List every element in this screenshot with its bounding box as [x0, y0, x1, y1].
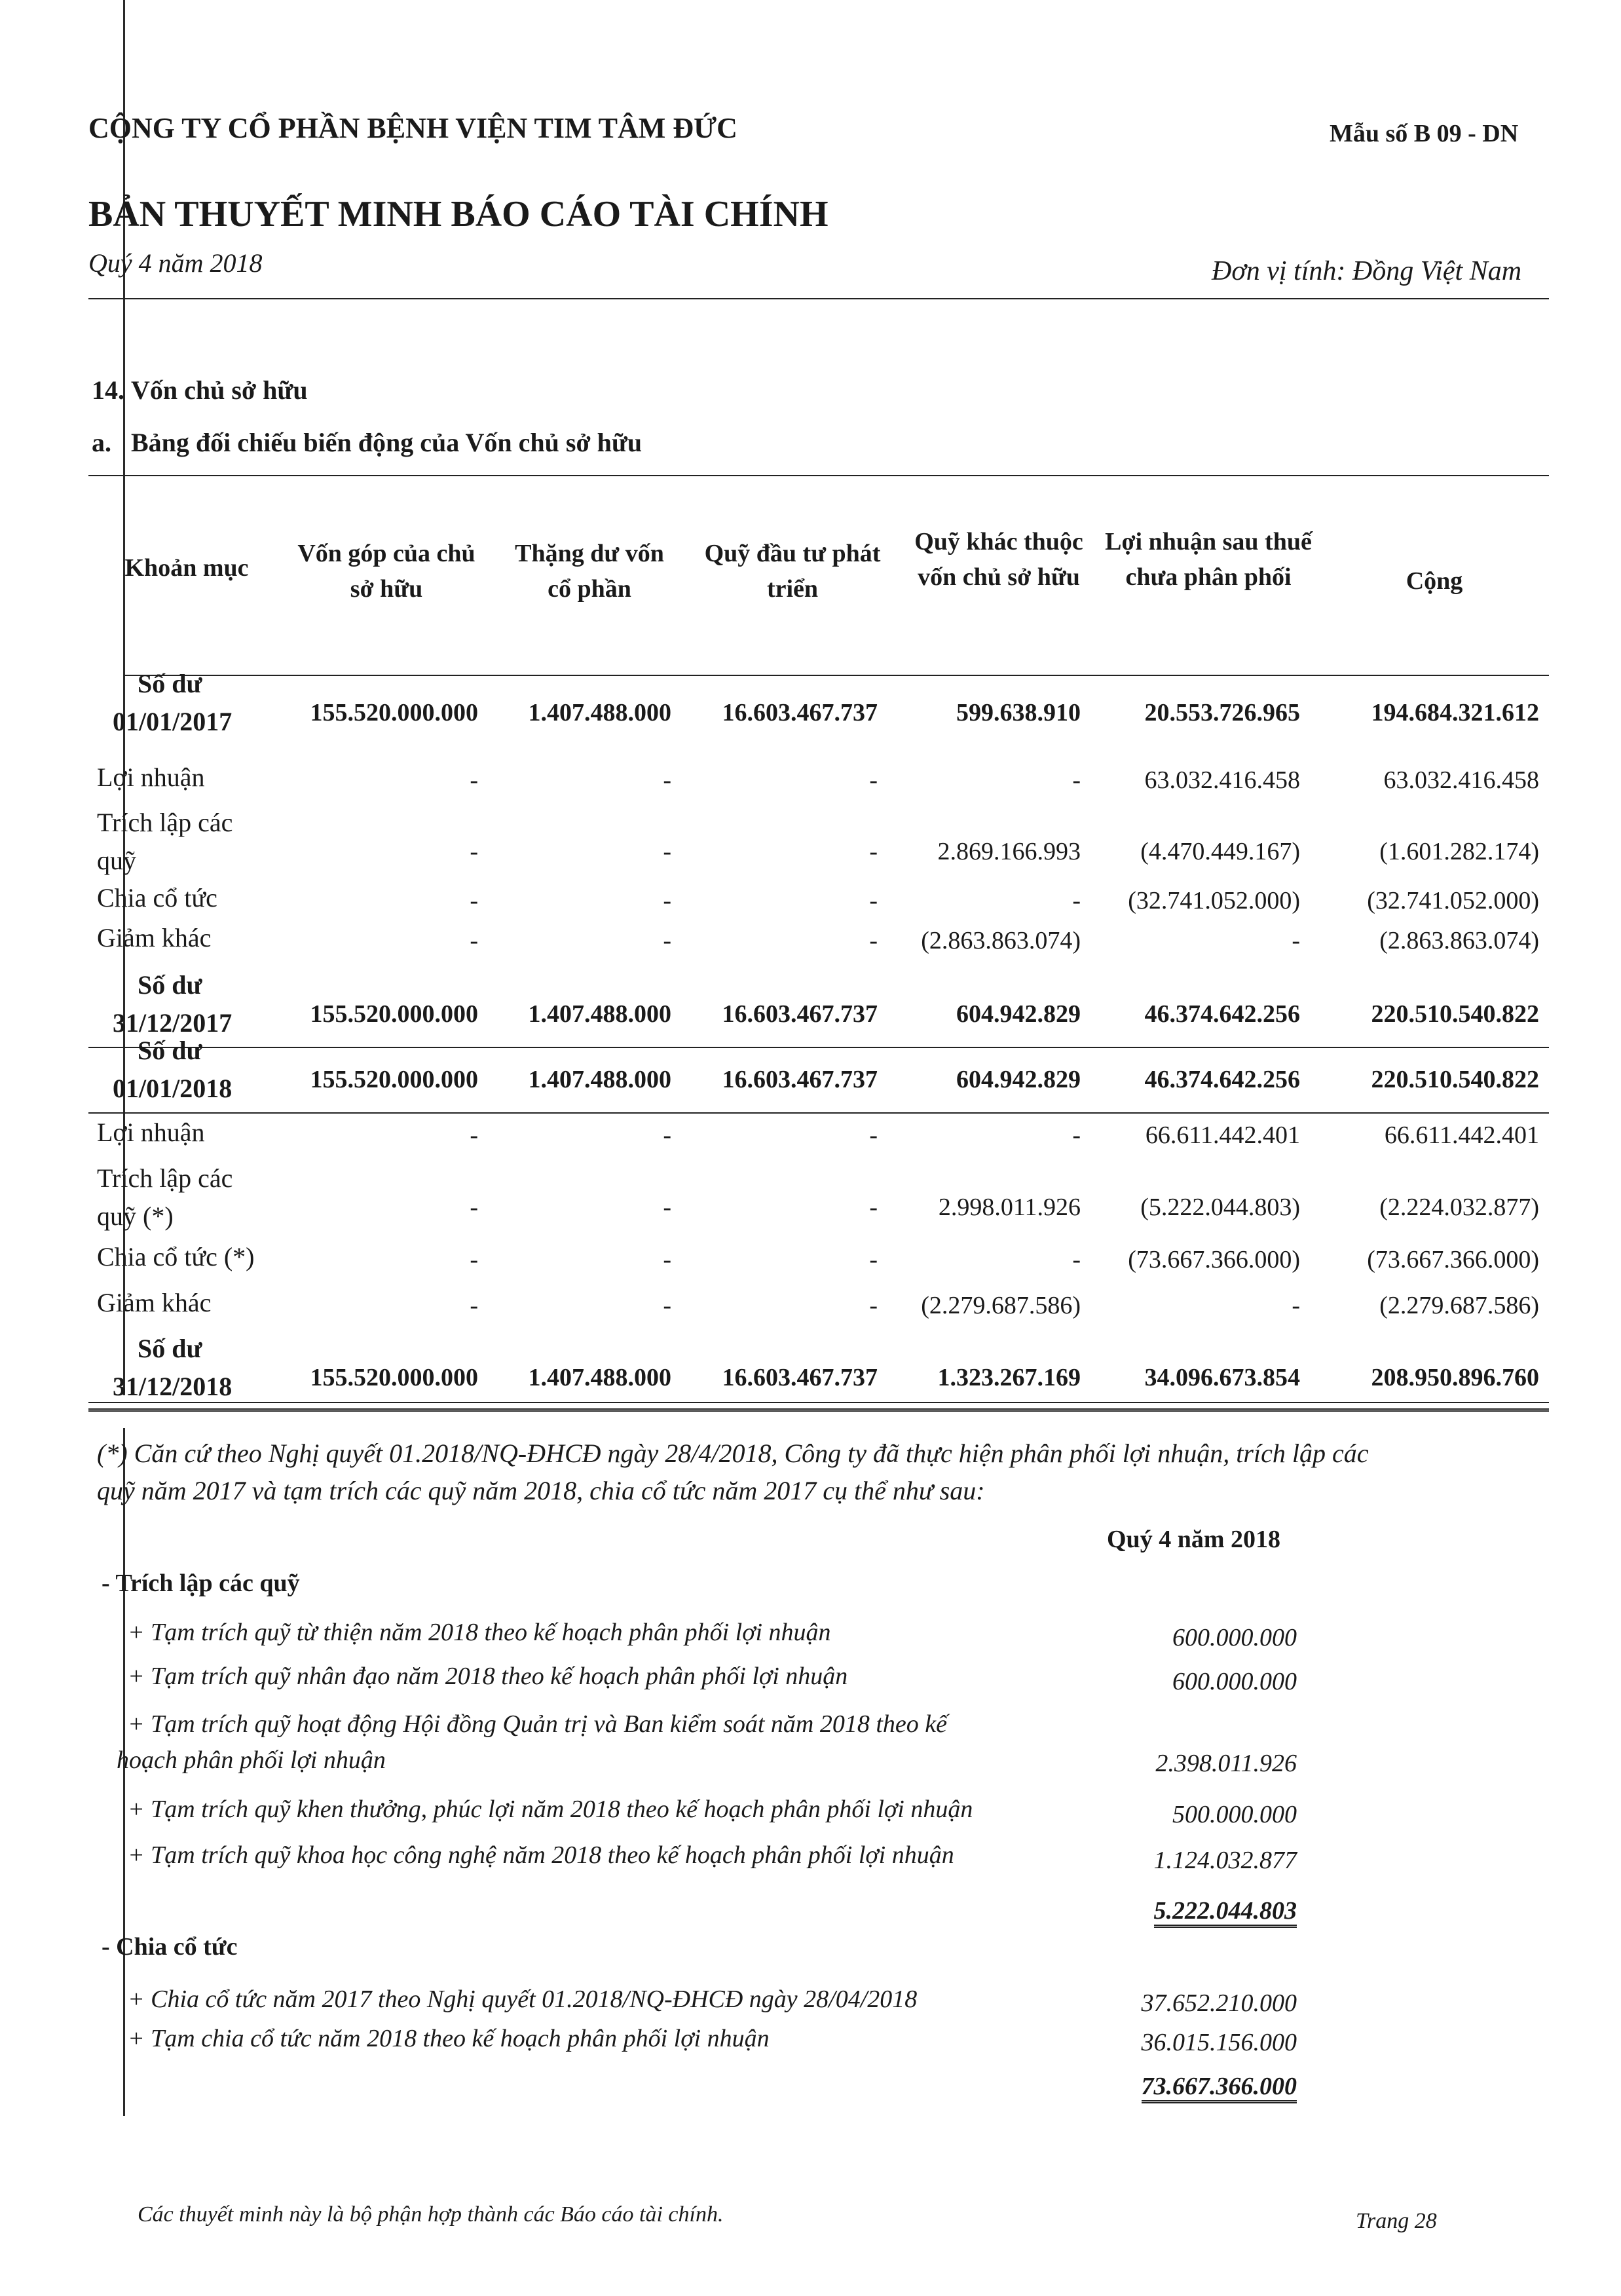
row-label: Chia cổ tức [97, 883, 217, 913]
col-header-other-funds: Quỹ khác thuộc vốn chủ sở hữu [914, 528, 1083, 591]
table-cell: - [470, 1121, 478, 1149]
row-label: Lợi nhuận [97, 762, 205, 792]
table-cell: - [869, 1292, 878, 1319]
table-cell: 2.869.166.993 [937, 838, 1081, 865]
fund-item-text: + Tạm trích quỹ khen thưởng, phúc lợi năm 2018 theo kế hoạch phân phối lợi nhuận [128, 1796, 973, 1823]
table-cell: 155.520.000.000 [310, 1364, 478, 1391]
table-cell: (2.279.687.586) [921, 1292, 1081, 1319]
col-header-retained-earnings: Lợi nhuận sau thuế chưa phân phối [1105, 528, 1312, 591]
note-column-header: Quý 4 năm 2018 [1107, 1526, 1280, 1553]
group2-total: 73.667.366.000 [1087, 2072, 1297, 2101]
table-bottom-rule [88, 1402, 1549, 1403]
table-cell: 599.638.910 [956, 699, 1081, 726]
fund-item-text: + Tạm trích quỹ nhân đạo năm 2018 theo kế hoạch phân phối lợi nhuận [128, 1663, 848, 1690]
table-cell: - [869, 766, 878, 794]
row-label-line-2: 01/01/2018 [113, 1074, 233, 1103]
table-cell: (4.470.449.167) [1140, 838, 1300, 865]
table-cell: - [1292, 927, 1300, 954]
table-cell: 66.611.442.401 [1384, 1121, 1539, 1149]
group2-title: - Chia cổ tức [102, 1933, 238, 1961]
note-line-1: (*) Căn cứ theo Nghị quyết 01.2018/NQ-ĐHCĐ ngày 28/4/2018, Công ty đã thực hiện phân phối lợi nhuận, trích lập các [97, 1439, 1369, 1468]
table-cell: 604.942.829 [956, 1066, 1081, 1093]
section-number: 14. [92, 375, 124, 405]
table-cell: 2.998.011.926 [938, 1194, 1081, 1221]
table-cell: - [663, 1246, 671, 1273]
row-label: Trích lập các [97, 808, 233, 837]
table-cell: - [869, 887, 878, 914]
table-cell: - [663, 1121, 671, 1149]
table-cell: - [869, 838, 878, 865]
header-rule [88, 298, 1549, 299]
subsection-title: Bảng đối chiếu biến động của Vốn chủ sở hữu [131, 428, 643, 457]
col-header-share-premium: Thặng dư vốn cổ phần [515, 540, 664, 603]
table-cell: - [1072, 1121, 1081, 1149]
fund-item-text: + Tạm trích quỹ hoạt động Hội đồng Quản trị và Ban kiểm soát năm 2018 theo kế [128, 1710, 948, 1738]
table-cell: - [470, 1292, 478, 1319]
balance-rule [88, 1410, 1549, 1412]
row-label: Chia cổ tức (*) [97, 1242, 255, 1271]
table-cell: (73.667.366.000) [1128, 1246, 1300, 1273]
dividend-item-text: + Tạm chia cổ tức năm 2018 theo kế hoạch phân phối lợi nhuận [128, 2025, 770, 2052]
table-cell: (2.279.687.586) [1379, 1292, 1539, 1319]
table-cell: - [1072, 1246, 1081, 1273]
col-header-item: Khoản mục [124, 554, 249, 582]
table-cell: 66.611.442.401 [1145, 1121, 1300, 1149]
company-name: CỘNG TY CỔ PHẦN BỆNH VIỆN TIM TÂM ĐỨC [88, 112, 737, 144]
table-cell: 208.950.896.760 [1371, 1364, 1539, 1391]
row-label: Lợi nhuận [97, 1118, 205, 1147]
table-cell: - [869, 1194, 878, 1221]
table-cell: 63.032.416.458 [1383, 766, 1539, 794]
table-top-rule [88, 475, 1549, 476]
page-number: Trang 28 [1356, 2209, 1437, 2233]
dividend-item-text: + Chia cổ tức năm 2017 theo Nghị quyết 01.2018/NQ-ĐHCĐ ngày 28/04/2018 [128, 1985, 918, 2013]
balance-rule [88, 1047, 1549, 1048]
row-label-line-2: 31/12/2017 [113, 1008, 233, 1038]
table-cell: - [1072, 766, 1081, 794]
row-label-line-2: 01/01/2017 [113, 707, 233, 736]
balance-rule [88, 1112, 1549, 1114]
fund-item-text: + Tạm trích quỹ từ thiện năm 2018 theo kế hoạch phân phối lợi nhuận [128, 1619, 831, 1646]
table-cell: - [663, 1292, 671, 1319]
table-cell: - [663, 1194, 671, 1221]
table-cell: - [470, 1194, 478, 1221]
table-cell: 16.603.467.737 [722, 699, 878, 726]
table-cell: (32.741.052.000) [1128, 887, 1300, 914]
table-cell: - [1072, 887, 1081, 914]
table-cell: 16.603.467.737 [722, 1000, 878, 1028]
table-cell: 1.407.488.000 [528, 699, 671, 726]
table-cell: - [470, 1246, 478, 1273]
fund-item-value: 2.398.011.926 [1155, 1750, 1297, 1777]
table-cell: (73.667.366.000) [1367, 1246, 1539, 1273]
table-cell: 220.510.540.822 [1371, 1000, 1539, 1028]
table-cell: 1.407.488.000 [528, 1364, 671, 1391]
table-cell: 20.553.726.965 [1144, 699, 1300, 726]
row-label-line-2: quỹ [97, 846, 136, 875]
fund-item-text: + Tạm trích quỹ khoa học công nghệ năm 2018 theo kế hoạch phân phối lợi nhuận [128, 1841, 954, 1869]
table-cell: (32.741.052.000) [1367, 887, 1539, 914]
row-label-line-2: 31/12/2018 [113, 1372, 233, 1401]
table-header-rule [124, 675, 1549, 676]
fund-item-text-line-2: hoạch phân phối lợi nhuận [117, 1746, 386, 1774]
table-cell: (2.863.863.074) [1379, 927, 1539, 954]
table-cell: - [869, 1121, 878, 1149]
table-cell: 46.374.642.256 [1144, 1000, 1300, 1028]
table-cell: (2.224.032.877) [1379, 1194, 1539, 1221]
fund-item-value: 600.000.000 [1172, 1668, 1297, 1695]
row-label: Số dư [138, 1334, 202, 1363]
dividend-item-value: 36.015.156.000 [1141, 2029, 1297, 2056]
table-cell: - [1292, 1292, 1300, 1319]
form-code: Mẫu số B 09 - DN [1330, 120, 1519, 147]
row-label-line-2: quỹ (*) [97, 1201, 174, 1231]
row-label: Số dư [138, 669, 202, 698]
footer-note: Các thuyết minh này là bộ phận hợp thành các Báo cáo tài chính. [138, 2202, 724, 2227]
row-label: Trích lập các [97, 1163, 233, 1193]
table-cell: 1.323.267.169 [937, 1364, 1081, 1391]
table-cell: - [663, 838, 671, 865]
row-label: Giảm khác [97, 923, 212, 952]
table-cell: 155.520.000.000 [310, 699, 478, 726]
dividend-item-value: 37.652.210.000 [1141, 1989, 1297, 2017]
fund-item-value: 600.000.000 [1172, 1624, 1297, 1651]
fund-item-value: 500.000.000 [1172, 1801, 1297, 1828]
group1-title: - Trích lập các quỹ [102, 1570, 300, 1597]
table-cell: 46.374.642.256 [1144, 1066, 1300, 1093]
table-cell: 16.603.467.737 [722, 1066, 878, 1093]
subsection-label: a. [92, 428, 111, 457]
currency-unit: Đơn vị tính: Đồng Việt Nam [1212, 256, 1522, 286]
table-bottom-rule-2 [88, 1408, 1549, 1410]
table-cell: 155.520.000.000 [310, 1066, 478, 1093]
table-cell: - [470, 887, 478, 914]
table-cell: - [663, 927, 671, 954]
table-cell: 34.096.673.854 [1144, 1364, 1300, 1391]
col-header-capital: Vốn góp của chủ sở hữu [297, 540, 475, 603]
table-cell: 16.603.467.737 [722, 1364, 878, 1391]
col-header-total: Cộng [1406, 567, 1463, 595]
table-cell: (2.863.863.074) [921, 927, 1081, 954]
table-cell: - [869, 927, 878, 954]
table-cell: 1.407.488.000 [528, 1066, 671, 1093]
row-label: Số dư [138, 970, 202, 1000]
table-cell: - [470, 927, 478, 954]
table-cell: - [663, 766, 671, 794]
table-cell: (5.222.044.803) [1140, 1194, 1300, 1221]
table-cell: 63.032.416.458 [1144, 766, 1300, 794]
table-cell: (1.601.282.174) [1379, 838, 1539, 865]
table-cell: - [869, 1246, 878, 1273]
report-title: BẢN THUYẾT MINH BÁO CÁO TÀI CHÍNH [88, 194, 829, 235]
group1-total: 5.222.044.803 [1087, 1896, 1297, 1925]
section-title: Vốn chủ sở hữu [131, 375, 308, 405]
table-cell: 155.520.000.000 [310, 1000, 478, 1028]
note-line-2: quỹ năm 2017 và tạm trích các quỹ năm 2018, chia cổ tức năm 2017 cụ thể như sau: [97, 1476, 985, 1505]
table-cell: 220.510.540.822 [1371, 1066, 1539, 1093]
col-header-investment-fund: Quỹ đầu tư phát triển [704, 540, 881, 603]
table-cell: 194.684.321.612 [1371, 699, 1539, 726]
table-cell: - [470, 766, 478, 794]
row-label: Số dư [138, 1036, 202, 1065]
row-label: Giảm khác [97, 1288, 212, 1317]
table-cell: 604.942.829 [956, 1000, 1081, 1028]
fund-item-value: 1.124.032.877 [1153, 1847, 1297, 1874]
report-period: Quý 4 năm 2018 [88, 248, 263, 278]
table-cell: - [470, 838, 478, 865]
table-cell: 1.407.488.000 [528, 1000, 671, 1028]
table-cell: - [663, 887, 671, 914]
